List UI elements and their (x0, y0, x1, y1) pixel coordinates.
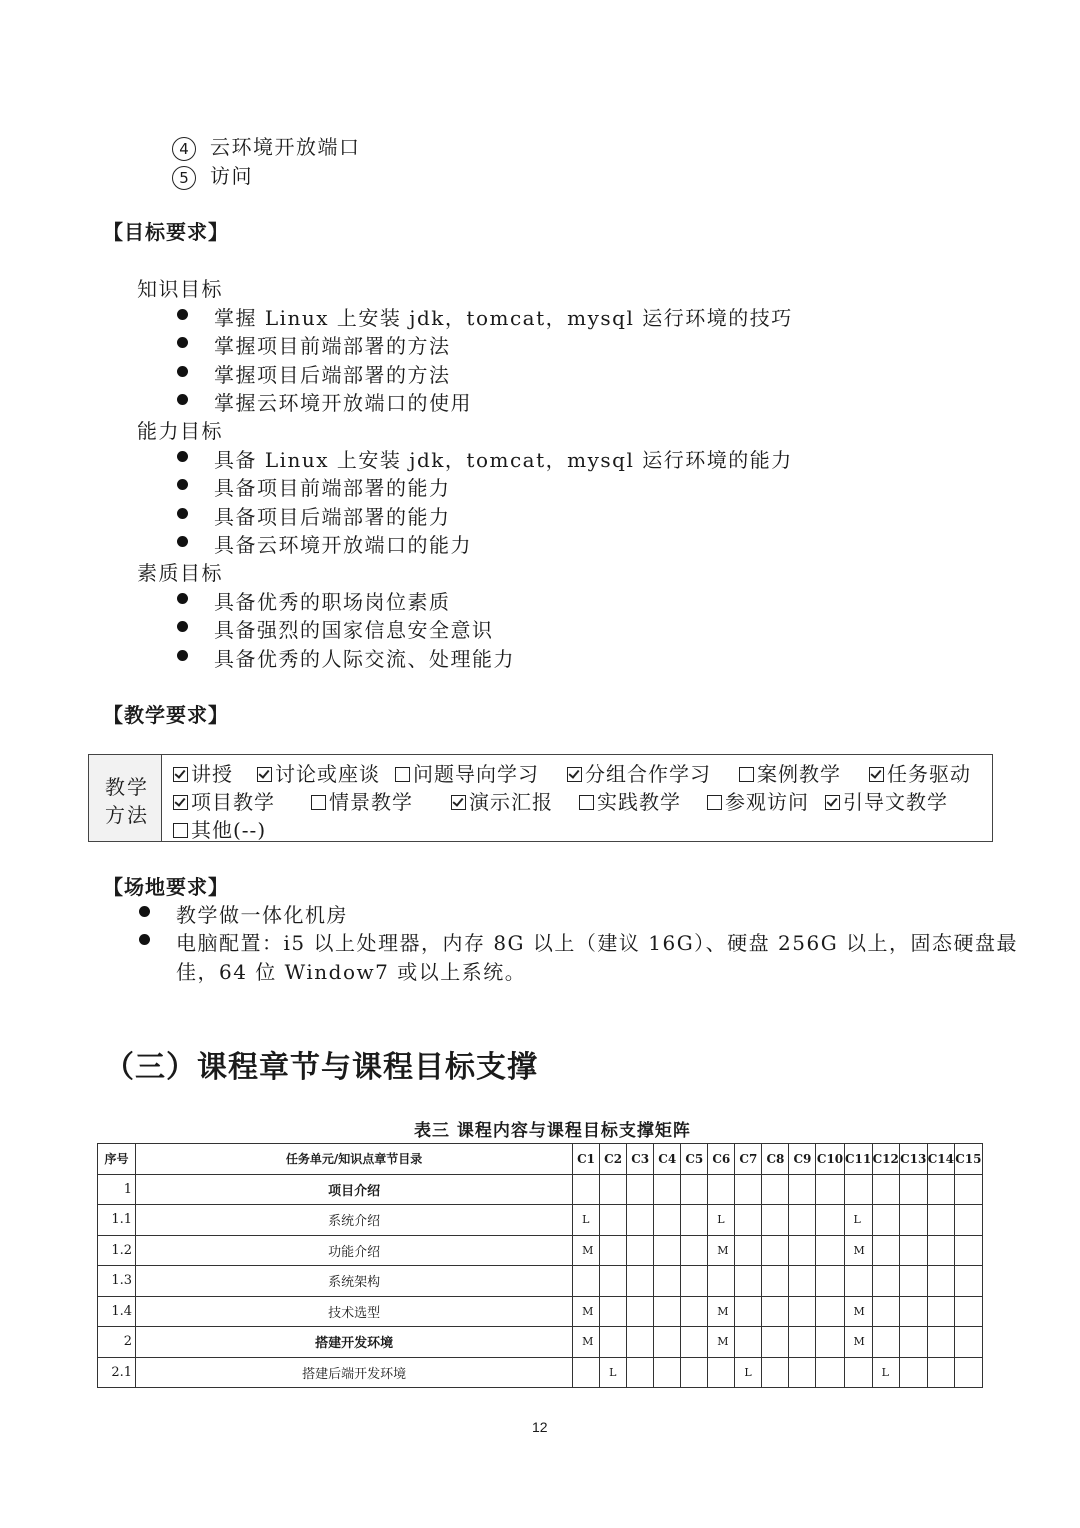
bullet-icon (177, 508, 188, 519)
ability-item: 具备项目前端部署的能力 (214, 476, 451, 500)
support-level-cell (872, 1327, 899, 1358)
column-header: C7 (735, 1144, 762, 1175)
support-level-cell (954, 1205, 982, 1236)
label-line: 方法 (105, 803, 149, 827)
support-level-cell (899, 1327, 927, 1358)
support-level-cell (816, 1327, 844, 1358)
method-item (579, 786, 681, 815)
method-label: 案例教学 (757, 762, 841, 786)
page-number: 12 (532, 1419, 548, 1435)
support-level-cell (735, 1266, 762, 1297)
checkbox-checked-icon (451, 795, 466, 810)
support-level-cell (681, 1205, 708, 1236)
support-level-cell (762, 1235, 789, 1266)
method-item (739, 758, 841, 787)
checkbox-empty-icon (707, 795, 722, 810)
support-level-cell (600, 1174, 627, 1205)
support-level-cell (681, 1235, 708, 1266)
row-seq: 2.1 (98, 1357, 136, 1388)
support-level-cell (816, 1235, 844, 1266)
checkbox-checked-icon (825, 795, 840, 810)
support-level-cell (816, 1357, 844, 1388)
row-title: 系统介绍 (136, 1205, 573, 1236)
support-level-cell (789, 1205, 816, 1236)
method-item (825, 786, 948, 815)
support-level-cell: L (735, 1357, 762, 1388)
ability-item: 具备项目后端部署的能力 (214, 505, 451, 529)
bullet-icon (177, 366, 188, 377)
bullet-icon (177, 536, 188, 547)
support-level-cell (627, 1266, 654, 1297)
support-level-cell (762, 1266, 789, 1297)
support-level-cell (654, 1235, 681, 1266)
row-title: 搭建开发环境 (136, 1327, 573, 1358)
column-header: C15 (954, 1144, 982, 1175)
bullet-icon (177, 621, 188, 632)
table-row (98, 1327, 983, 1358)
support-level-cell (899, 1205, 927, 1236)
bullet-icon (177, 593, 188, 604)
support-level-cell (654, 1296, 681, 1327)
method-label: 参观访问 (725, 790, 809, 814)
step-text: 访问 (210, 164, 253, 188)
row-seq: 1.2 (98, 1235, 136, 1266)
support-level-cell (844, 1266, 872, 1297)
support-level-cell (789, 1357, 816, 1388)
support-matrix-table (97, 1143, 983, 1388)
checkbox-checked-icon (173, 795, 188, 810)
teaching-methods-label (89, 755, 162, 841)
support-level-cell (899, 1357, 927, 1388)
step-number: 4 (172, 137, 196, 161)
knowledge-item: 掌握 Linux 上安装 jdk，tomcat，mysql 运行环境的技巧 (214, 306, 793, 330)
support-level-cell (954, 1235, 982, 1266)
checkbox-checked-icon (257, 767, 272, 782)
method-label: 项目教学 (191, 790, 275, 814)
support-level-cell (654, 1205, 681, 1236)
support-level-cell (762, 1357, 789, 1388)
venue-heading: 【场地要求】 (103, 875, 229, 899)
column-header: C1 (573, 1144, 600, 1175)
method-item (173, 758, 233, 787)
method-label: 引导文教学 (843, 790, 948, 814)
support-level-cell: M (573, 1235, 600, 1266)
support-level-cell (681, 1327, 708, 1358)
column-header: C4 (654, 1144, 681, 1175)
checkbox-empty-icon (395, 767, 410, 782)
support-level-cell (681, 1174, 708, 1205)
support-level-cell (872, 1205, 899, 1236)
support-level-cell (927, 1235, 954, 1266)
support-level-cell (899, 1174, 927, 1205)
method-label: 问题导向学习 (413, 762, 539, 786)
support-level-cell (627, 1174, 654, 1205)
checkbox-empty-icon (739, 767, 754, 782)
bullet-icon (177, 451, 188, 462)
column-header: C14 (927, 1144, 954, 1175)
support-level-cell (735, 1327, 762, 1358)
quality-item: 具备优秀的职场岗位素质 (214, 590, 451, 614)
quality-item: 具备强烈的国家信息安全意识 (214, 618, 494, 642)
support-level-cell: M (844, 1296, 872, 1327)
support-level-cell (762, 1174, 789, 1205)
support-level-cell: L (573, 1205, 600, 1236)
support-level-cell (654, 1357, 681, 1388)
support-level-cell: L (708, 1205, 735, 1236)
support-level-cell (816, 1296, 844, 1327)
support-level-cell (600, 1296, 627, 1327)
support-level-cell (654, 1266, 681, 1297)
method-item (395, 758, 539, 787)
support-level-cell (789, 1174, 816, 1205)
support-level-cell (872, 1296, 899, 1327)
method-label: 分组合作学习 (585, 762, 711, 786)
step-item (172, 131, 361, 161)
method-label: 讨论或座谈 (275, 762, 380, 786)
bullet-icon (177, 650, 188, 661)
support-level-cell (816, 1174, 844, 1205)
quality-item: 具备优秀的人际交流、处理能力 (214, 647, 515, 671)
knowledge-item: 掌握项目后端部署的方法 (214, 363, 451, 387)
row-title: 功能介绍 (136, 1235, 573, 1266)
support-level-cell (708, 1357, 735, 1388)
support-level-cell (627, 1205, 654, 1236)
support-level-cell (954, 1327, 982, 1358)
support-level-cell (573, 1266, 600, 1297)
support-level-cell (954, 1296, 982, 1327)
table-row (98, 1296, 983, 1327)
table-header-row (98, 1144, 983, 1175)
bullet-icon (177, 394, 188, 405)
column-header: C10 (816, 1144, 844, 1175)
row-title: 搭建后端开发环境 (136, 1357, 573, 1388)
goals-heading: 【目标要求】 (103, 220, 229, 244)
support-level-cell (762, 1205, 789, 1236)
method-item (311, 786, 413, 815)
checkbox-checked-icon (567, 767, 582, 782)
support-level-cell (708, 1174, 735, 1205)
support-level-cell (681, 1266, 708, 1297)
table-row (98, 1357, 983, 1388)
bullet-icon (177, 309, 188, 320)
support-level-cell (872, 1266, 899, 1297)
column-header: C13 (899, 1144, 927, 1175)
bullet-icon (177, 337, 188, 348)
venue-item-continuation: 佳，64 位 Window7 或以上系统。 (176, 960, 527, 984)
support-level-cell (735, 1235, 762, 1266)
support-level-cell (954, 1357, 982, 1388)
venue-item: 教学做一体化机房 (176, 903, 348, 927)
support-level-cell (762, 1296, 789, 1327)
column-header: C5 (681, 1144, 708, 1175)
step-item (172, 160, 253, 190)
method-label: 情景教学 (329, 790, 413, 814)
support-level-cell (816, 1205, 844, 1236)
support-level-cell: M (708, 1296, 735, 1327)
support-level-cell (627, 1296, 654, 1327)
table-row (98, 1205, 983, 1236)
bullet-icon (139, 934, 150, 945)
checkbox-empty-icon (579, 795, 594, 810)
support-level-cell (816, 1266, 844, 1297)
row-title: 项目介绍 (136, 1174, 573, 1205)
table-row (98, 1235, 983, 1266)
table-row (98, 1266, 983, 1297)
support-level-cell: M (708, 1327, 735, 1358)
support-level-cell (927, 1327, 954, 1358)
support-level-cell (573, 1174, 600, 1205)
method-item (173, 814, 266, 843)
venue-item: 电脑配置：i5 以上处理器，内存 8G 以上（建议 16G）、硬盘 256G 以上，固态硬盘最 (176, 931, 1019, 955)
checkbox-checked-icon (869, 767, 884, 782)
row-seq: 1 (98, 1174, 136, 1205)
support-level-cell (844, 1174, 872, 1205)
row-title: 技术选型 (136, 1296, 573, 1327)
support-level-cell (762, 1327, 789, 1358)
column-header: C6 (708, 1144, 735, 1175)
column-header: C3 (627, 1144, 654, 1175)
support-level-cell: M (844, 1235, 872, 1266)
support-level-cell (844, 1357, 872, 1388)
bullet-icon (139, 906, 150, 917)
support-level-cell (872, 1235, 899, 1266)
method-label: 讲授 (191, 762, 233, 786)
support-level-cell (927, 1174, 954, 1205)
support-level-cell: L (844, 1205, 872, 1236)
column-header: 序号 (98, 1144, 136, 1175)
label-line: 教学 (105, 775, 149, 799)
support-level-cell (927, 1205, 954, 1236)
table-caption: 表三 课程内容与课程目标支撑矩阵 (414, 1121, 691, 1141)
support-level-cell (600, 1235, 627, 1266)
row-seq: 2 (98, 1327, 136, 1358)
support-level-cell (735, 1205, 762, 1236)
method-label: 实践教学 (597, 790, 681, 814)
knowledge-item: 掌握云环境开放端口的使用 (214, 391, 472, 415)
support-level-cell: L (872, 1357, 899, 1388)
support-level-cell (789, 1296, 816, 1327)
method-item (173, 786, 275, 815)
support-level-cell (927, 1296, 954, 1327)
support-level-cell (600, 1205, 627, 1236)
support-level-cell (954, 1266, 982, 1297)
column-header: 任务单元/知识点章节目录 (136, 1144, 573, 1175)
ability-item: 具备云环境开放端口的能力 (214, 533, 472, 557)
checkbox-checked-icon (173, 767, 188, 782)
support-level-cell (681, 1357, 708, 1388)
support-level-cell (927, 1357, 954, 1388)
support-level-cell (654, 1174, 681, 1205)
column-header: C12 (872, 1144, 899, 1175)
column-header: C2 (600, 1144, 627, 1175)
step-number: 5 (172, 166, 196, 190)
support-level-cell (789, 1235, 816, 1266)
teaching-heading: 【教学要求】 (103, 703, 229, 727)
support-level-cell (954, 1174, 982, 1205)
method-item (567, 758, 711, 787)
method-label: 任务驱动 (887, 762, 971, 786)
method-label: 演示汇报 (469, 790, 553, 814)
support-level-cell (899, 1235, 927, 1266)
support-level-cell (789, 1266, 816, 1297)
quality-title: 素质目标 (137, 561, 223, 585)
support-level-cell: L (600, 1357, 627, 1388)
support-level-cell: M (708, 1235, 735, 1266)
method-item (707, 786, 809, 815)
support-level-cell (789, 1327, 816, 1358)
column-header: C8 (762, 1144, 789, 1175)
support-level-cell (600, 1266, 627, 1297)
support-level-cell (735, 1296, 762, 1327)
support-level-cell: M (844, 1327, 872, 1358)
step-text: 云环境开放端口 (210, 135, 361, 159)
bullet-icon (177, 479, 188, 490)
method-item (257, 758, 380, 787)
support-level-cell (708, 1266, 735, 1297)
support-level-cell (600, 1327, 627, 1358)
support-level-cell (927, 1266, 954, 1297)
support-level-cell (627, 1235, 654, 1266)
table-row (98, 1174, 983, 1205)
support-level-cell (681, 1296, 708, 1327)
support-level-cell: M (573, 1327, 600, 1358)
support-level-cell (573, 1357, 600, 1388)
checkbox-empty-icon (311, 795, 326, 810)
support-level-cell (899, 1266, 927, 1297)
support-level-cell (899, 1296, 927, 1327)
support-level-cell (627, 1357, 654, 1388)
method-item (869, 758, 971, 787)
ability-item: 具备 Linux 上安装 jdk，tomcat，mysql 运行环境的能力 (214, 448, 793, 472)
support-level-cell: M (573, 1296, 600, 1327)
method-label: 其他(--) (191, 818, 267, 842)
support-level-cell (735, 1174, 762, 1205)
teaching-methods-box (88, 754, 993, 842)
support-level-cell (654, 1327, 681, 1358)
column-header: C9 (789, 1144, 816, 1175)
column-header: C11 (844, 1144, 872, 1175)
support-level-cell (872, 1174, 899, 1205)
row-seq: 1.1 (98, 1205, 136, 1236)
knowledge-item: 掌握项目前端部署的方法 (214, 334, 451, 358)
knowledge-title: 知识目标 (137, 277, 223, 301)
row-title: 系统架构 (136, 1266, 573, 1297)
row-seq: 1.4 (98, 1296, 136, 1327)
ability-title: 能力目标 (137, 419, 223, 443)
row-seq: 1.3 (98, 1266, 136, 1297)
support-level-cell (627, 1327, 654, 1358)
checkbox-empty-icon (173, 823, 188, 838)
section-title: （三）课程章节与课程目标支撑 (104, 1050, 538, 1085)
method-item (451, 786, 553, 815)
